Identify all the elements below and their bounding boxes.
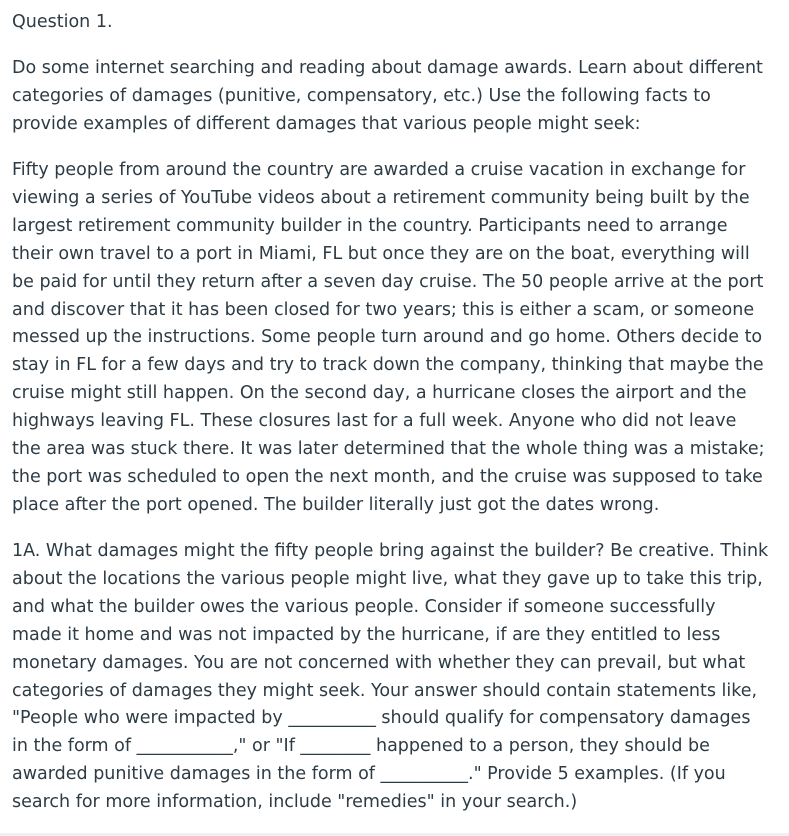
text-line: their own travel to a port in Miami, FL but once they are on the boat, everything will (12, 243, 750, 264)
text-line: cruise might still happen. On the second day, a hurricane closes the airport and the (12, 383, 747, 404)
text-line: and discover that it has been closed for two years; this is either a scam, or someone (12, 299, 755, 320)
text-line: Fifty people from around the country are awarded a cruise vacation in exchange for (12, 160, 746, 180)
text-line: in the form of ___________," or "If ________ happened to a person, they should be (12, 736, 710, 757)
text-line: viewing a series of YouTube videos about a retirement community being built by the (12, 187, 750, 208)
facts-paragraph (12, 157, 765, 520)
text-line: Do some internet searching and reading about damage awards. Learn about different (12, 58, 763, 78)
text-line: made it home and was not impacted by the hurricane, if are they entitled to less (12, 624, 721, 645)
task-paragraph (12, 538, 768, 817)
intro-paragraph (12, 55, 763, 139)
text-line: the port was scheduled to open the next month, and the cruise was supposed to take (12, 466, 763, 487)
text-line: search for more information, include "remedies" in your search.) (12, 792, 578, 813)
text-line: 1A. What damages might the fifty people bring against the builder? Be creative. Think (12, 541, 769, 561)
text-line: and what the builder owes the various people. Consider if someone successfully (12, 596, 716, 617)
text-line: largest retirement community builder in the country. Participants need to arrange (12, 215, 728, 236)
text-line: highways leaving FL. These closures last for a full week. Anyone who did not leave (12, 411, 737, 432)
text-line: awarded punitive damages in the form of __________." Provide 5 examples. (If you (12, 764, 726, 785)
question-title: Question 1. (12, 12, 113, 32)
text-line: the area was stuck there. It was later determined that the whole thing was a mistake; (12, 439, 765, 460)
text-line: messed up the instructions. Some people turn around and go home. Others decide to (12, 327, 763, 348)
text-line: place after the port opened. The builder literally just got the dates wrong. (12, 494, 660, 515)
text-line: "People who were impacted by __________ should qualify for compensatory damages (12, 708, 751, 729)
text-line: monetary damages. You are not concerned with whether they can prevail, but what (12, 652, 746, 673)
text-line: categories of damages they might seek. Your answer should contain statements like, (12, 680, 758, 701)
text-line: be paid for until they return after a seven day cruise. The 50 people arrive at the port (12, 271, 764, 292)
text-line: about the locations the various people might live, what they gave up to take this trip, (12, 568, 763, 589)
text-line: stay in FL for a few days and try to track down the company, thinking that maybe the (12, 355, 764, 376)
text-line: categories of damages (punitive, compensatory, etc.) Use the following facts to (12, 85, 711, 106)
text-line: provide examples of different damages that various people might seek: (12, 113, 641, 134)
